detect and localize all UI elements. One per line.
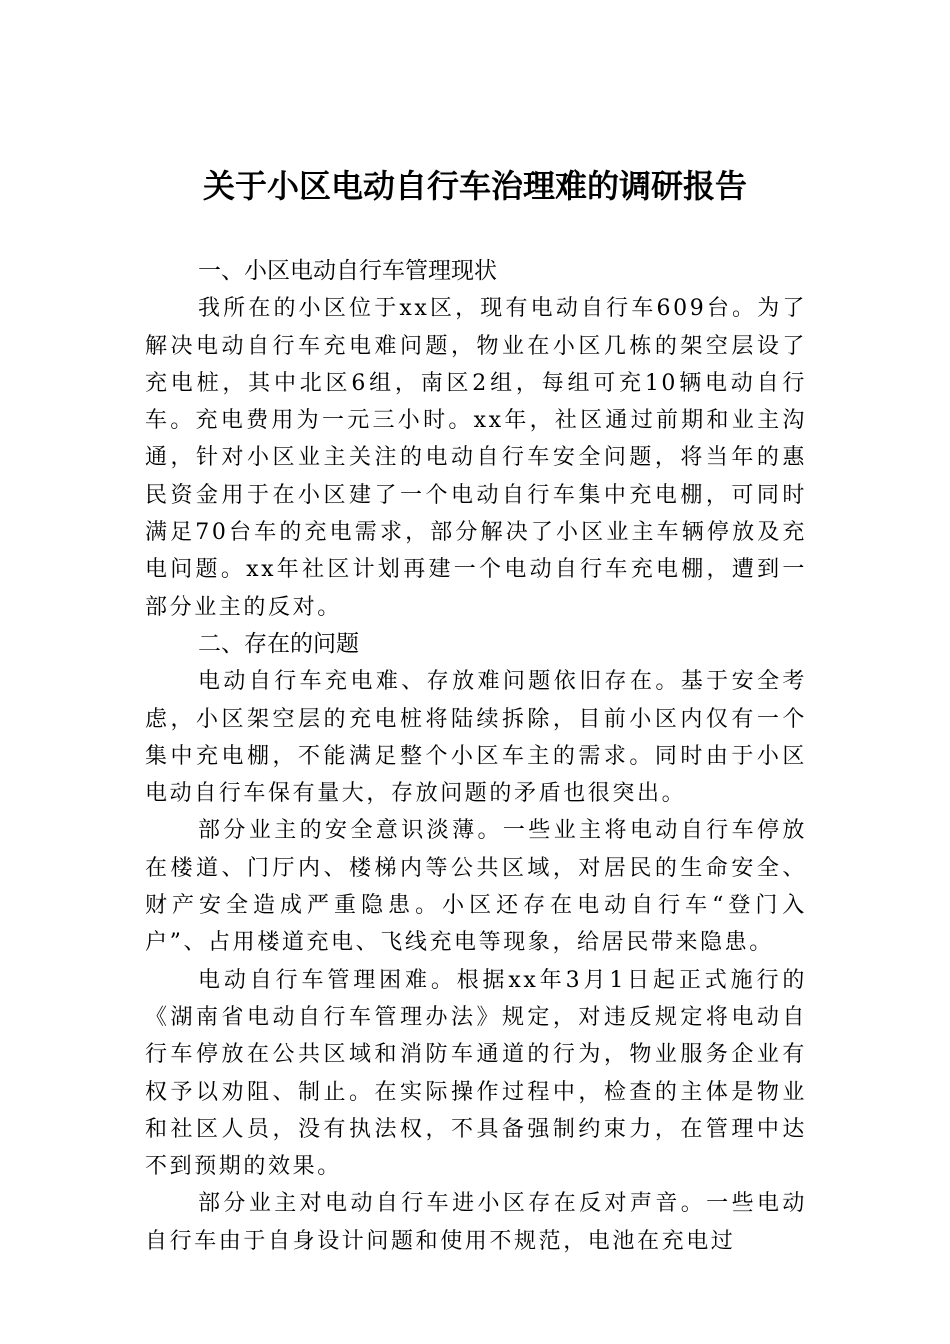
section-heading-status: 一、小区电动自行车管理现状 xyxy=(198,258,497,284)
section-heading-problems: 二、存在的问题 xyxy=(198,630,359,657)
document-title: 关于小区电动自行车治理难的调研报告 xyxy=(202,167,747,205)
paragraph-owner-opposition: 部分业主对电动自行车进小区存在反对声音。一些电动自行车由于自身设计问题和使用不规范，电池在充电过 xyxy=(145,1191,807,1254)
paragraph-charging-storage: 电动自行车充电难、存放难问题依旧存在。基于安全考虑，小区架空层的充电桩将陆续拆除，目前小区内仅有一个集中充电棚，不能满足整个小区车主的需求。同时由于小区电动自行车保有量大，存放问题的矛盾也很突出。 xyxy=(145,669,807,807)
paragraph-status-overview: 我所在的小区位于xx区，现有电动自行车609台。为了解决电动自行车充电难问题，物业在小区几栋的架空层设了充电桩，其中北区6组，南区2组，每组可充10辆电动自行车。充电费用为一元三小时。xx年，社区通过前期和业主沟通，针对小区业主关注的电动自行车安全问题，将当年的惠民资金用于在小区建了一个电动自行车集中充电棚，可同时满足70台车的充电需求，部分解决了小区业主车辆停放及充电问题。xx年社区计划再建一个电动自行车充电棚，遭到一部分业主的反对。 xyxy=(145,296,807,620)
paragraph-safety-awareness: 部分业主的安全意识淡薄。一些业主将电动自行车停放在楼道、门厅内、楼梯内等公共区域，对居民的生命安全、财产安全造成严重隐患。小区还存在电动自行车“登门入户”、占用楼道充电、飞线充电等现象，给居民带来隐患。 xyxy=(145,818,807,956)
document-body xyxy=(145,253,807,1260)
paragraph-management-difficulty: 电动自行车管理困难。根据xx年3月1日起正式施行的《湖南省电动自行车管理办法》规定，对违反规定将电动自行车停放在公共区域和消防车通道的行为，物业服务企业有权予以劝阻、制止。在实际操作过程中，检查的主体是物业和社区人员，没有执法权，不具备强制约束力，在管理中达不到预期的效果。 xyxy=(145,967,807,1180)
